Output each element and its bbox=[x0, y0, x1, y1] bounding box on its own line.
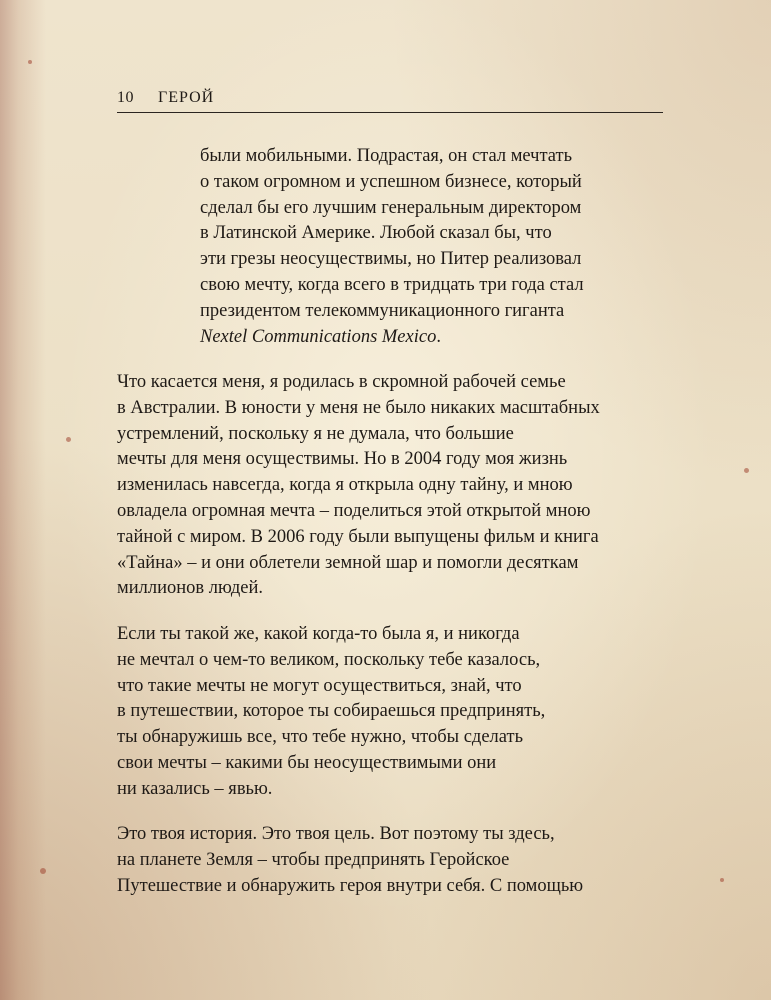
text-line: что такие мечты не могут осуществиться, знай, что bbox=[117, 675, 522, 696]
ink-spot bbox=[66, 437, 71, 442]
ink-spot bbox=[40, 868, 46, 874]
paragraph-3 bbox=[117, 822, 583, 899]
text-line: в Австралии. В юности у меня не было никаких масштабных bbox=[117, 397, 600, 418]
text-line: в Латинской Америке. Любой сказал бы, что bbox=[200, 223, 552, 244]
text-line: изменилась навсегда, когда я открыла одну тайну, и мною bbox=[117, 475, 573, 496]
text-line: о таком огромном и успешном бизнесе, который bbox=[200, 171, 582, 192]
page-number: 10 bbox=[117, 89, 134, 106]
page-header bbox=[117, 88, 663, 113]
text-line: овладела огромная мечта – поделиться этой открытой мною bbox=[117, 500, 591, 521]
company-name: Nextel Communications Mexico bbox=[200, 326, 437, 347]
text-line: мечты для меня осуществимы. Но в 2004 году моя жизнь bbox=[117, 449, 568, 470]
running-title: ГЕРОЙ bbox=[158, 89, 215, 106]
text-line: эти грезы неосуществимы, но Питер реализовал bbox=[200, 249, 582, 270]
text-line: сделал бы его лучшим генеральным директором bbox=[200, 197, 582, 218]
text-line: Путешествие и обнаружить героя внутри себя. С помощью bbox=[117, 875, 584, 896]
paper-edge-stain bbox=[0, 0, 46, 1000]
text-line: тайной с миром. В 2006 году были выпущены фильм и книга bbox=[117, 526, 599, 547]
text-line: свои мечты – какими бы неосуществимыми они bbox=[117, 752, 497, 773]
ink-spot bbox=[28, 60, 32, 64]
text-line: Если ты такой же, какой когда-то была я, и никогда bbox=[117, 624, 520, 644]
indented-quote-block bbox=[200, 144, 584, 350]
paragraph-1 bbox=[117, 370, 600, 602]
text-line: свою мечту, когда всего в тридцать три года стал bbox=[200, 274, 584, 295]
text-line: не мечтал о чем-то великом, поскольку тебе казалось, bbox=[117, 649, 541, 670]
end-punctuation: . bbox=[436, 326, 441, 347]
text-line-company bbox=[200, 325, 584, 351]
text-line: в путешествии, которое ты собираешься предпринять, bbox=[117, 701, 546, 722]
ink-spot bbox=[720, 878, 724, 882]
text-line: Что касается меня, я родилась в скромной рабочей семье bbox=[117, 372, 566, 392]
text-line: миллионов людей. bbox=[117, 578, 263, 599]
text-line: Это твоя история. Это твоя цель. Вот поэтому ты здесь, bbox=[117, 824, 555, 844]
text-line: «Тайна» – и они облетели земной шар и помогли десяткам bbox=[117, 552, 579, 573]
text-line: ни казались – явью. bbox=[117, 778, 273, 799]
text-line: на планете Земля – чтобы предпринять Геройское bbox=[117, 849, 510, 870]
text-line: президентом телекоммуникационного гиганта bbox=[200, 300, 565, 321]
text-line: устремлений, поскольку я не думала, что большие bbox=[117, 423, 514, 444]
paragraph-2 bbox=[117, 622, 545, 803]
text-line: были мобильными. Подрастая, он стал мечтать bbox=[200, 146, 573, 166]
ink-spot bbox=[744, 468, 749, 473]
text-line: ты обнаружишь все, что тебе нужно, чтобы сделать bbox=[117, 727, 524, 748]
